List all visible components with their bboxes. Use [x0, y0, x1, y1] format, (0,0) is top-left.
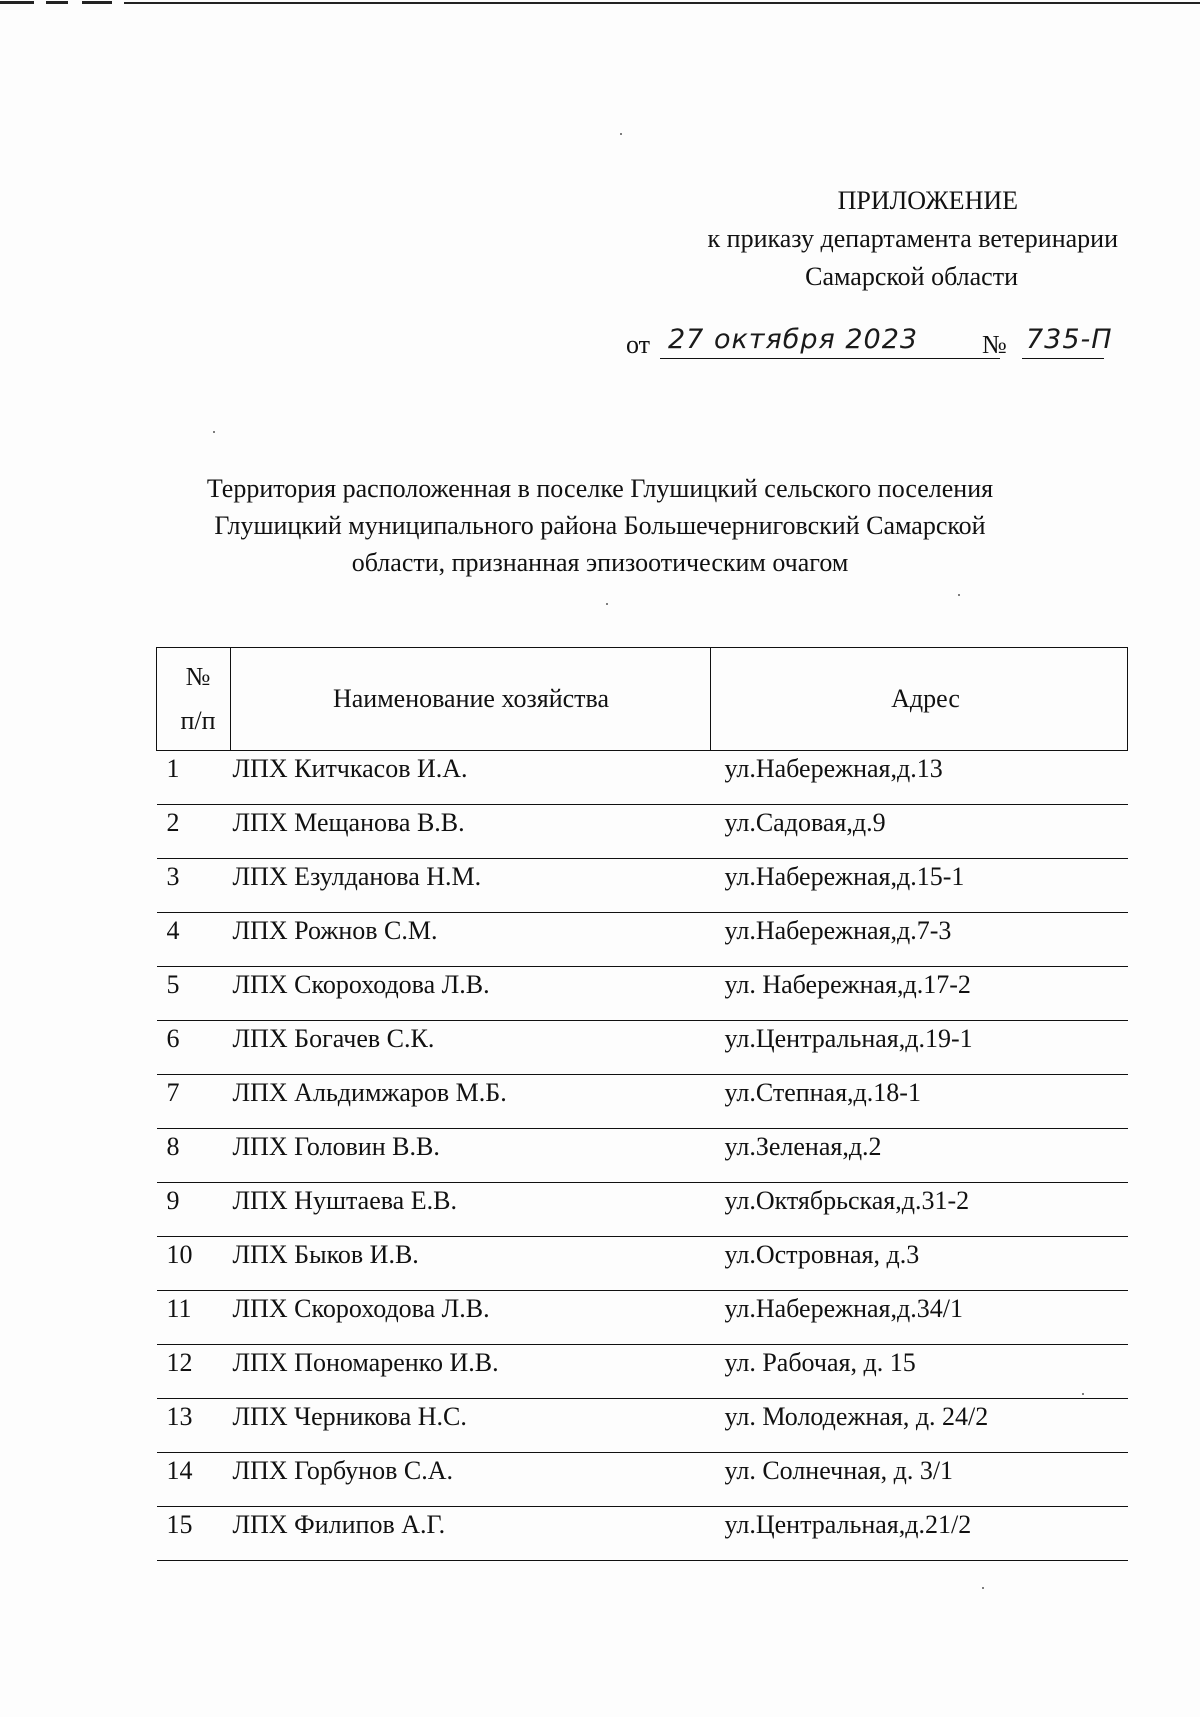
- header-number: № п/п: [157, 648, 231, 751]
- scan-speck: [958, 594, 960, 596]
- row-farm-name: ЛПХ Скороходова Л.В.: [231, 967, 711, 1021]
- table-row: [157, 1129, 1128, 1183]
- row-farm-name: ЛПХ Нуштаева Е.В.: [231, 1183, 711, 1237]
- row-farm-name: ЛПХ Китчкасов И.А.: [231, 751, 711, 805]
- table-row: [157, 1399, 1128, 1453]
- row-address: ул. Солнечная, д. 3/1: [711, 1453, 1128, 1507]
- table-row: [157, 967, 1128, 1021]
- number-underline: [1022, 358, 1104, 359]
- farms-table: [156, 647, 1128, 1561]
- title-line-2: Глушицкий муниципального района Большечерниговский Самарской: [214, 511, 986, 540]
- table-row: [157, 1075, 1128, 1129]
- row-number: 10: [157, 1237, 231, 1291]
- row-farm-name: ЛПХ Богачев С.К.: [231, 1021, 711, 1075]
- row-farm-name: ЛПХ Головин В.В.: [231, 1129, 711, 1183]
- annex-block: [598, 182, 1118, 296]
- header-address: Адрес: [711, 648, 1128, 751]
- row-farm-name: ЛПХ Альдимжаров М.Б.: [231, 1075, 711, 1129]
- row-address: ул.Зеленая,д.2: [711, 1129, 1128, 1183]
- table-header-row: [157, 648, 1128, 751]
- scan-speck: [213, 431, 215, 433]
- row-address: ул.Островная, д.3: [711, 1237, 1128, 1291]
- table-row: [157, 1507, 1128, 1561]
- row-address: ул.Набережная,д.15-1: [711, 859, 1128, 913]
- row-address: ул.Октябрьская,д.31-2: [711, 1183, 1128, 1237]
- row-number: 13: [157, 1399, 231, 1453]
- row-farm-name: ЛПХ Горбунов С.А.: [231, 1453, 711, 1507]
- row-number: 7: [157, 1075, 231, 1129]
- annex-line-region: Самарской области: [805, 262, 1018, 291]
- document-title: [120, 470, 1080, 581]
- row-farm-name: ЛПХ Черникова Н.С.: [231, 1399, 711, 1453]
- order-date-handwritten: 27 октября 2023: [668, 324, 919, 355]
- scan-speck: [620, 133, 622, 135]
- row-number: 5: [157, 967, 231, 1021]
- table-row: [157, 859, 1128, 913]
- scan-speck: [982, 1587, 984, 1589]
- header-name: Наименование хозяйства: [231, 648, 711, 751]
- row-address: ул. Молодежная, д. 24/2: [711, 1399, 1128, 1453]
- table-row: [157, 1183, 1128, 1237]
- scan-speck: [606, 603, 608, 605]
- row-farm-name: ЛПХ Мещанова В.В.: [231, 805, 711, 859]
- row-address: ул.Садовая,д.9: [711, 805, 1128, 859]
- row-address: ул.Степная,д.18-1: [711, 1075, 1128, 1129]
- scan-edge-mark: [0, 0, 1200, 6]
- row-farm-name: ЛПХ Рожнов С.М.: [231, 913, 711, 967]
- row-number: 9: [157, 1183, 231, 1237]
- title-line-1: Территория расположенная в поселке Глушицкий сельского поселения: [206, 474, 994, 503]
- scan-speck: [1082, 1393, 1084, 1395]
- row-address: ул. Набережная,д.17-2: [711, 967, 1128, 1021]
- table-body: [157, 751, 1128, 1561]
- annex-heading: ПРИЛОЖЕНИЕ: [837, 186, 1018, 215]
- table-row: [157, 913, 1128, 967]
- row-number: 11: [157, 1291, 231, 1345]
- row-number: 6: [157, 1021, 231, 1075]
- order-number-handwritten: 735-П: [1026, 324, 1113, 355]
- table-row: [157, 751, 1128, 805]
- row-number: 12: [157, 1345, 231, 1399]
- row-address: ул.Набережная,д.13: [711, 751, 1128, 805]
- row-farm-name: ЛПХ Филипов А.Г.: [231, 1507, 711, 1561]
- row-farm-name: ЛПХ Скороходова Л.В.: [231, 1291, 711, 1345]
- row-number: 14: [157, 1453, 231, 1507]
- row-farm-name: ЛПХ Езулданова Н.М.: [231, 859, 711, 913]
- row-address: ул. Рабочая, д. 15: [711, 1345, 1128, 1399]
- row-number: 3: [157, 859, 231, 913]
- date-underline: [660, 358, 1000, 359]
- row-number: 2: [157, 805, 231, 859]
- title-line-3: области, признанная эпизоотическим очагом: [351, 548, 849, 577]
- row-number: 15: [157, 1507, 231, 1561]
- row-number: 8: [157, 1129, 231, 1183]
- row-address: ул.Центральная,д.19-1: [711, 1021, 1128, 1075]
- order-number-label: №: [982, 330, 1007, 359]
- table-row: [157, 1453, 1128, 1507]
- table-row: [157, 1291, 1128, 1345]
- order-date-line: [626, 324, 1126, 370]
- table-row: [157, 1021, 1128, 1075]
- annex-line-order: к приказу департамента ветеринарии: [707, 224, 1118, 253]
- row-farm-name: ЛПХ Пономаренко И.В.: [231, 1345, 711, 1399]
- row-address: ул.Набережная,д.34/1: [711, 1291, 1128, 1345]
- order-from-label: от: [626, 330, 651, 359]
- row-number: 1: [157, 751, 231, 805]
- table-row: [157, 805, 1128, 859]
- row-address: ул.Набережная,д.7-3: [711, 913, 1128, 967]
- table-row: [157, 1237, 1128, 1291]
- row-farm-name: ЛПХ Быков И.В.: [231, 1237, 711, 1291]
- row-address: ул.Центральная,д.21/2: [711, 1507, 1128, 1561]
- row-number: 4: [157, 913, 231, 967]
- table-row: [157, 1345, 1128, 1399]
